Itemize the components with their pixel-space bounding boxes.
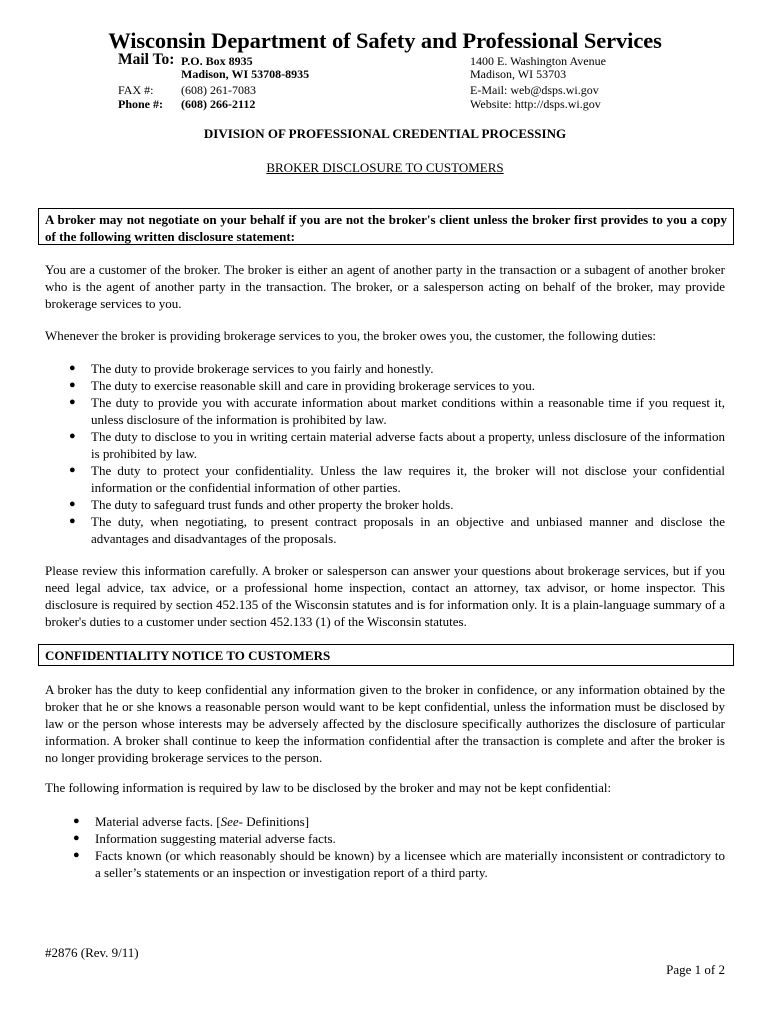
bullet-icon: ● xyxy=(69,498,76,510)
list-item: ● The duty to safeguard trust funds and other property the broker holds. xyxy=(69,497,454,512)
mailing-city: Madison, WI 53708-8935 xyxy=(181,67,310,81)
list-item: ● Information suggesting material adverse facts. xyxy=(73,831,336,846)
po-box: P.O. Box 8935 xyxy=(181,54,253,68)
duties-intro: Whenever the broker is providing brokerage services to you, the broker owes you, the customer, the following duties: xyxy=(45,328,657,343)
form-number: #2876 (Rev. 9/11) xyxy=(45,945,139,960)
phone-label: Phone #: xyxy=(118,97,163,111)
website-line: Website: http://dsps.wi.gov xyxy=(470,97,601,111)
bullet-icon: ● xyxy=(69,515,76,527)
phone-number: (608) 266-2112 xyxy=(181,97,256,111)
agency-title: Wisconsin Department of Safety and Professional Services xyxy=(108,28,662,53)
division-heading: DIVISION OF PROFESSIONAL CREDENTIAL PROCESSING xyxy=(203,126,567,141)
list-item: ● The duty to provide brokerage services to you fairly and honestly. xyxy=(69,361,434,376)
confidentiality-paragraph: A broker has the duty to keep confidential any information given to the broker in confidence, or any information obtained by the broker that he or she knows a reasonable person would want to be kept confidential, unless the information must be disclosed by law or the person whose interests may be adversely affected by the disclosure specifically authorizes the disclosure of particular information. A broker shall continue to keep the information confidential after the transaction is complete and after the broker is no longer providing brokerage services to the person. xyxy=(45,682,725,765)
list-item: ● The duty, when negotiating, to present contract proposals in an objective and unbiased manner and disclose the advantages and disadvantages of the proposals. xyxy=(69,514,725,546)
notice-box: A broker may not negotiate on your behalf if you are not the broker's client unless the broker first provides to you a copy of the following written disclosure statement: xyxy=(38,208,734,245)
bullet-icon: ● xyxy=(69,464,76,476)
bullet-icon: ● xyxy=(73,815,80,827)
page-number: Page 1 of 2 xyxy=(666,962,725,977)
list-item: ● Material adverse facts. [See- Definitions] xyxy=(73,814,310,829)
list-item: ● The duty to disclose to you in writing certain material adverse facts about a property, unless disclosure of the information is prohibited by law. xyxy=(69,429,725,461)
street-address: 1400 E. Washington Avenue xyxy=(470,54,606,68)
list-item: ● The duty to protect your confidentiality. Unless the law requires it, the broker will not disclose your confidential information or the confidential information of other parties. xyxy=(69,463,725,495)
bullet-icon: ● xyxy=(73,849,80,861)
required-disclosure-intro: The following information is required by law to be disclosed by the broker and may not be kept confidential: xyxy=(45,780,612,795)
customer-paragraph: You are a customer of the broker. The broker is either an agent of another party in the transaction or a subagent of another broker who is the agent of another party in the transaction. The broker, or a salesperson acting on behalf of the broker, may provide brokerage services to you. xyxy=(45,262,725,311)
list-item: ● Facts known (or which reasonably should be known) by a licensee which are materially inconsistent or contradictory to a seller’s statements or an inspection or investigation report of a third party. xyxy=(73,848,725,880)
street-city: Madison, WI 53703 xyxy=(470,67,567,81)
fax-label: FAX #: xyxy=(118,83,154,97)
bullet-icon: ● xyxy=(73,832,80,844)
bullet-icon: ● xyxy=(69,379,76,391)
email-line: E-Mail: web@dsps.wi.gov xyxy=(470,83,599,97)
fax-number: (608) 261-7083 xyxy=(181,83,256,97)
document-title: BROKER DISCLOSURE TO CUSTOMERS xyxy=(266,160,504,175)
bullet-icon: ● xyxy=(69,362,76,374)
review-paragraph: Please review this information carefully. A broker or salesperson can answer your questions about brokerage services, but if you need legal advice, tax advice, or a professional home inspection, contact an attorney, tax advisor, or home inspector. This disclosure is required by section 452.135 of the Wisconsin statutes and is for information only. It is a plain-language summary of a broker's duties to a customer under section 452.133 (1) of the Wisconsin statutes. xyxy=(45,563,725,629)
confidentiality-heading: CONFIDENTIALITY NOTICE TO CUSTOMERS xyxy=(38,644,734,666)
bullet-icon: ● xyxy=(69,396,76,408)
mail-to-label: Mail To: xyxy=(118,51,175,68)
list-item: ● The duty to exercise reasonable skill and care in providing brokerage services to you. xyxy=(69,378,536,393)
bullet-icon: ● xyxy=(69,430,76,442)
required-disclosures-list xyxy=(73,813,725,881)
duties-list xyxy=(69,360,725,547)
list-item: ● The duty to provide you with accurate information about market conditions within a reasonable time if you request it, unless disclosure of the information is prohibited by law. xyxy=(69,395,725,427)
